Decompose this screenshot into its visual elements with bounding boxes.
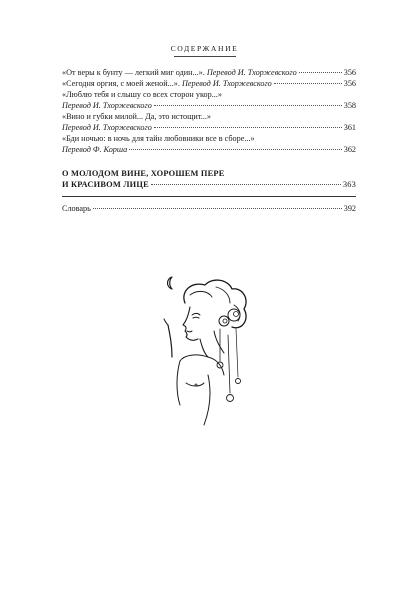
toc-entry-title: «Бди ночью: в ночь для тайн любовники все в сборе...»: [62, 134, 255, 143]
dot-leader: [154, 127, 342, 128]
toc-entry[interactable]: [62, 133, 356, 155]
toc-entry[interactable]: [62, 67, 356, 78]
toc-entry-title: «Вино и губки милой... Да, это истощит...»: [62, 112, 212, 121]
toc-entry-glossary[interactable]: [62, 203, 356, 214]
toc-entry-title: «Люблю тебя и слышу со всех сторон укор...»: [62, 90, 222, 99]
table-of-contents: [62, 67, 356, 214]
glossary-page: 392: [343, 204, 356, 213]
toc-entry-page: 361: [343, 123, 356, 132]
dot-leader: [274, 83, 342, 84]
toc-entry-translator: Перевод И. Тхоржевского: [62, 101, 152, 110]
toc-entry[interactable]: [62, 89, 356, 111]
woman-portrait-illustration: [150, 265, 260, 435]
toc-entry-page: 362: [343, 145, 356, 154]
running-title: СОДЕРЖАНИЕ: [170, 44, 239, 53]
dot-leader: [299, 72, 342, 73]
dot-leader: [154, 105, 342, 106]
section-title-line-2: И КРАСИВОМ ЛИЦЕ: [62, 179, 149, 189]
toc-entry-translator: Перевод И. Тхоржевского: [62, 123, 152, 132]
toc-section-heading[interactable]: [62, 169, 356, 190]
toc-entry[interactable]: [62, 78, 356, 89]
dot-leader: [129, 149, 342, 150]
dot-leader: [151, 184, 341, 185]
toc-entry-translator: Перевод И. Тхоржевского: [206, 68, 297, 77]
header-rule: [174, 56, 236, 57]
section-page: 363: [342, 179, 356, 189]
toc-entry-translator: Перевод Ф. Корша: [62, 145, 128, 154]
toc-entry-page: 358: [343, 101, 356, 110]
toc-entry-page: 356: [343, 79, 356, 88]
dot-leader: [93, 208, 342, 209]
glossary-label: Словарь: [62, 204, 91, 213]
section-rule: [62, 196, 356, 197]
toc-entry-title: «От веры к бунту — легкий миг один...».: [62, 68, 205, 77]
toc-entry-title: «Сегодня оргия, с моей женой...».: [62, 79, 180, 88]
toc-entry-page: 356: [343, 68, 356, 77]
toc-entry[interactable]: [62, 111, 356, 133]
toc-entry-translator: Перевод И. Тхоржевского: [181, 79, 272, 88]
section-title-line-1: О МОЛОДОМ ВИНЕ, ХОРОШЕМ ПЕРЕ: [62, 169, 225, 178]
